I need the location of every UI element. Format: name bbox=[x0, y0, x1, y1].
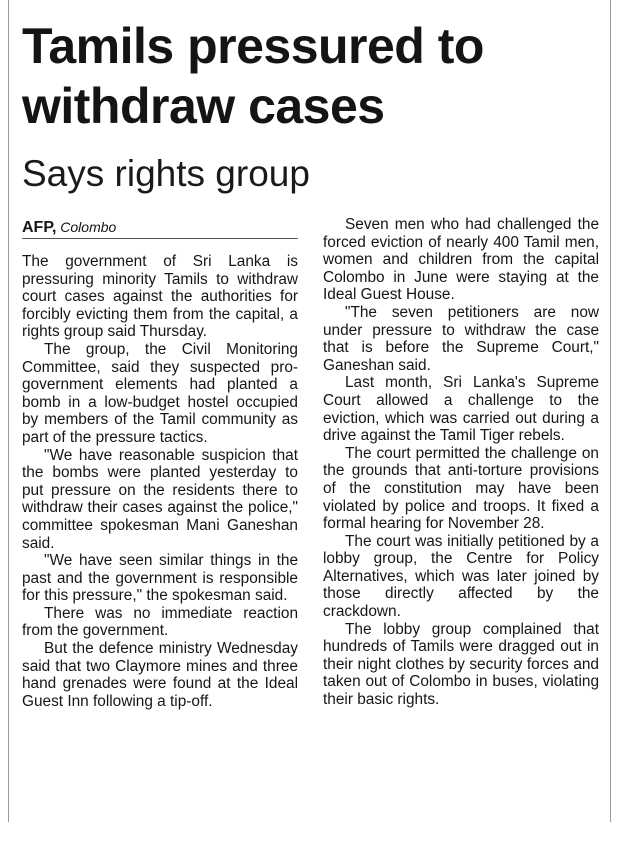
article-column-right bbox=[323, 216, 599, 709]
byline-agency: AFP, bbox=[22, 219, 57, 236]
paragraph: "The seven petitioners are now under pressure to withdraw the case that is before the Supreme Court," Ganeshan said. bbox=[323, 303, 599, 374]
paragraph: "We have seen similar things in the past and the government is responsible for this pressure," the spokesman said. bbox=[22, 552, 298, 605]
paragraph: Seven men who had challenged the forced eviction of nearly 400 Tamil men, women and children from the capital Colombo in June were staying at the Ideal Guest House. bbox=[323, 216, 599, 304]
subheadline: Says rights group bbox=[22, 153, 310, 194]
paragraph: But the defence ministry Wednesday said that two Claymore mines and three hand grenades were found at the Ideal Guest Inn following a tip-off. bbox=[22, 640, 298, 710]
article-column-left bbox=[22, 216, 298, 710]
paragraph: The group, the Civil Monitoring Committee, said they suspected pro-government elements had planted a bomb in a low-budget hostel occupied by members of the Tamil community as part of the pressure tactics. bbox=[22, 340, 298, 446]
paragraph: Last month, Sri Lanka's Supreme Court allowed a challenge to the eviction, which was carried out during a drive against the Tamil Tiger rebels. bbox=[323, 374, 599, 445]
byline bbox=[22, 216, 298, 239]
headline: Tamils pressured to withdraw cases bbox=[22, 18, 484, 134]
paragraph: The court was initially petitioned by a lobby group, the Centre for Policy Alternatives, which was later joined by those directly affected by the crackdown. bbox=[323, 532, 599, 621]
left-border-rule bbox=[8, 0, 9, 822]
paragraph: The lobby group complained that hundreds of Tamils were dragged out in their night clothes by security forces and taken out of Colombo in buses, violating their basic rights. bbox=[323, 620, 599, 709]
paragraph: The government of Sri Lanka is pressuring minority Tamils to withdraw court cases against the authorities for forcibly evicting them from the capital, a rights group said Thursday. bbox=[22, 253, 298, 341]
paragraph: There was no immediate reaction from the government. bbox=[22, 604, 298, 640]
paragraph: The court permitted the challenge on the grounds that anti-torture provisions of the constitution may have been violated by police and troops. It fixed a formal hearing for November 28. bbox=[323, 444, 599, 533]
byline-location: Colombo bbox=[60, 219, 117, 235]
paragraph: "We have reasonable suspicion that the bombs were planted yesterday to put pressure on the residents there to withdraw their cases against the police," committee spokesman Mani Ganeshan said. bbox=[22, 446, 298, 552]
